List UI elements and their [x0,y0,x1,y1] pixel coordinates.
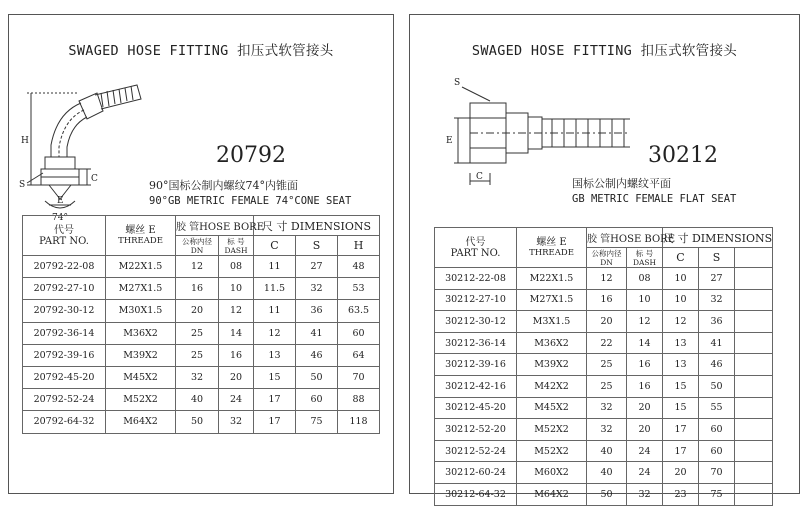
table-row: 20792-22-08 M22X1.5 12 08 11 27 48 [23,256,380,278]
description-cn: 90°国标公制内螺纹74°内锥面 [149,179,298,192]
spec-table-20792 [22,215,380,434]
header-dimensions: 尺 寸 DIMENSIONS [254,216,380,236]
table-row: 30212-60-24 M60X2 40 24 20 70 [435,462,773,484]
catalog-panel-30212 [409,14,800,500]
table-row: 20792-52-24 M52X2 40 24 17 60 88 [23,389,380,411]
table-row: 30212-52-24 M52X2 40 24 17 60 [435,440,773,462]
description-cn: 国标公制内螺纹平面 [572,177,671,190]
drawing-label-h: H [21,136,29,146]
header-hose-bore: 胶 管HOSE BORE [587,228,663,248]
header-part-no: 代号 PART NO. [23,216,106,256]
part-number-heading: 20792 [216,143,286,168]
spec-table-30212 [434,227,773,506]
panel-title: SWAGED HOSE FITTING 扣压式软管接头 [68,43,334,59]
table-row: 30212-27-10 M27X1.5 16 10 10 32 [435,289,773,311]
table-row: 20792-30-12 M30X1.5 20 12 11 36 63.5 [23,300,380,322]
panel-title: SWAGED HOSE FITTING 扣压式软管接头 [471,43,738,59]
table-row: 30212-22-08 M22X1.5 12 08 10 27 [435,268,773,290]
table-row: 20792-39-16 M39X2 25 16 13 46 64 [23,344,380,366]
header-dash: 标 号 DASH [219,236,254,256]
header-c: C [254,236,296,256]
header-dimensions: 尺 寸 DIMENSIONS [663,228,773,248]
header-s: S [699,248,735,268]
drawing-label-e: E [57,196,64,206]
drawing-label-s: S [19,180,26,190]
header-thread: 螺丝 E THREADE [106,216,176,256]
drawing-label-c: C [476,172,483,182]
table-row: 30212-42-16 M42X2 25 16 15 50 [435,375,773,397]
table-row: 30212-45-20 M45X2 32 20 15 55 [435,397,773,419]
table-row: 20792-36-14 M36X2 25 14 12 41 60 [23,322,380,344]
drawing-label-s: S [454,78,461,88]
table-row: 20792-64-32 M64X2 50 32 17 75 118 [23,411,380,433]
header-thread: 螺丝 E THREADE [517,228,587,268]
drawing-label-angle: 74° [52,213,68,223]
table-row: 30212-64-32 M64X2 50 32 23 75 [435,483,773,505]
header-h: H [338,236,380,256]
header-dash: 标 号 DASH [627,248,663,268]
drawing-label-e: E [446,136,453,146]
header-hose-bore: 胶 管HOSE BORE [176,216,254,236]
table-row: 30212-52-20 M52X2 32 20 17 60 [435,419,773,441]
header-dn: 公称内径 DN [587,248,627,268]
drawing-label-c: C [91,174,98,184]
part-number-heading: 30212 [648,143,718,168]
header-empty [735,248,773,268]
elbow-fitting-drawing [17,73,147,223]
table-row: 20792-45-20 M45X2 32 20 15 50 70 [23,366,380,388]
description-en: 90°GB METRIC FEMALE 74°CONE SEAT [149,195,352,207]
description-en: GB METRIC FEMALE FLAT SEAT [572,193,737,205]
table-row: 30212-30-12 M3X1.5 20 12 12 36 [435,311,773,333]
header-part-no: 代号 PART NO. [435,228,517,268]
table-row: 30212-39-16 M39X2 25 16 13 46 [435,354,773,376]
header-dn: 公称内径 DN [176,236,219,256]
header-s: S [296,236,338,256]
table-row: 30212-36-14 M36X2 22 14 13 41 [435,332,773,354]
table-row: 20792-27-10 M27X1.5 16 10 11.5 32 53 [23,278,380,300]
header-c: C [663,248,699,268]
